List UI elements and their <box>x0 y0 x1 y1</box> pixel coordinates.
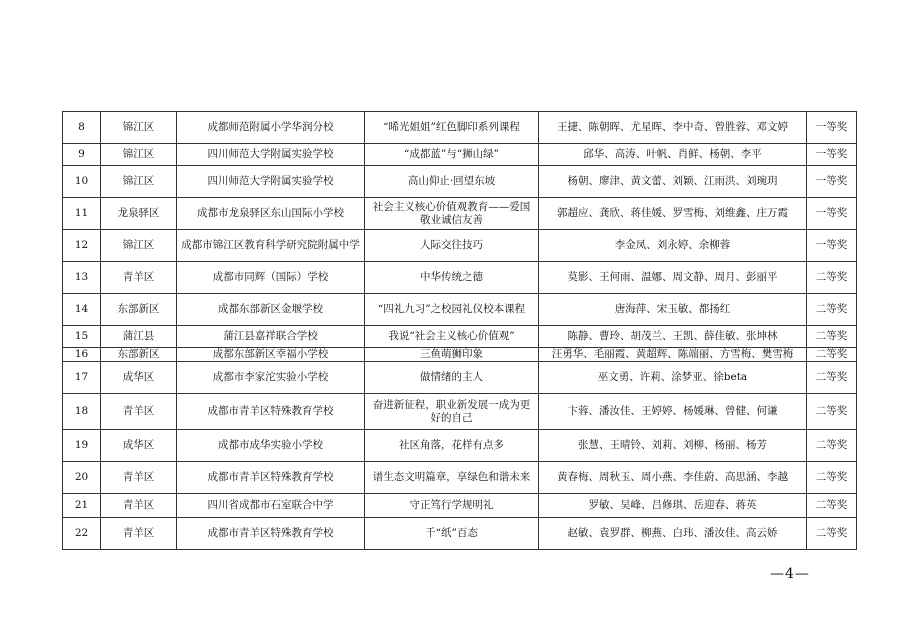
table-row <box>63 144 857 166</box>
cell-members: 杨朝、廖津、黄文蕾、刘颖、江雨洪、刘琬玥 <box>539 166 807 198</box>
cell-award: 二等奖 <box>807 326 857 348</box>
cell-school: 成都市李家沱实验小学校 <box>177 362 365 394</box>
cell-award: 一等奖 <box>807 112 857 144</box>
awards-table <box>62 111 857 550</box>
cell-school: 成都市青羊区特殊教育学校 <box>177 462 365 494</box>
cell-award: 二等奖 <box>807 294 857 326</box>
cell-no: 8 <box>63 112 101 144</box>
cell-members: 罗敏、吴峰、吕修琪、岳迎春、蒋英 <box>539 494 807 518</box>
cell-no: 19 <box>63 430 101 462</box>
cell-school: 成都市成华实验小学校 <box>177 430 365 462</box>
cell-members: 陈静、曹玲、胡茂兰、王凯、薛佳敏、张坤林 <box>539 326 807 348</box>
table-row <box>63 462 857 494</box>
cell-project: 守正笃行学规明礼 <box>365 494 539 518</box>
cell-members: 王捷、陈朝晖、尤星晖、李中奇、曾胜蓉、邓文婷 <box>539 112 807 144</box>
cell-school: 成都市同辉（国际）学校 <box>177 262 365 294</box>
cell-district: 成华区 <box>101 430 177 462</box>
cell-no: 12 <box>63 230 101 262</box>
table-row <box>63 198 857 230</box>
cell-school: 成都市青羊区特殊教育学校 <box>177 518 365 550</box>
cell-members: 张慧、王晴铃、刘莉、刘柳、杨丽、杨芳 <box>539 430 807 462</box>
cell-award: 二等奖 <box>807 518 857 550</box>
cell-school: 四川省成都市石室联合中学 <box>177 494 365 518</box>
cell-district: 东部新区 <box>101 294 177 326</box>
table-row <box>63 262 857 294</box>
cell-district: 锦江区 <box>101 166 177 198</box>
table-row <box>63 230 857 262</box>
cell-award: 二等奖 <box>807 362 857 394</box>
cell-award: 一等奖 <box>807 144 857 166</box>
cell-project: 奋进新征程，职业新发展一成为更好的自己 <box>365 394 539 430</box>
cell-school: 成都市龙泉驿区东山国际小学校 <box>177 198 365 230</box>
cell-project: “晞光姐姐”红色脚印系列课程 <box>365 112 539 144</box>
cell-school: 成都东部新区幸福小学校 <box>177 348 365 362</box>
cell-project: “四礼九习”之校园礼仪校本课程 <box>365 294 539 326</box>
cell-members: 邱华、高涛、叶帆、肖鲜、杨朝、李平 <box>539 144 807 166</box>
cell-district: 青羊区 <box>101 262 177 294</box>
cell-district: 成华区 <box>101 362 177 394</box>
cell-award: 二等奖 <box>807 430 857 462</box>
cell-school: 成都师范附属小学华润分校 <box>177 112 365 144</box>
cell-award: 二等奖 <box>807 494 857 518</box>
cell-district: 锦江区 <box>101 230 177 262</box>
cell-award: 二等奖 <box>807 262 857 294</box>
table-row <box>63 112 857 144</box>
cell-award: 二等奖 <box>807 348 857 362</box>
cell-district: 青羊区 <box>101 494 177 518</box>
table-row <box>63 326 857 348</box>
page-number: —4— <box>770 566 810 582</box>
table-row <box>63 518 857 550</box>
cell-school: 四川师范大学附属实验学校 <box>177 166 365 198</box>
table-row <box>63 294 857 326</box>
cell-district: 青羊区 <box>101 518 177 550</box>
cell-no: 14 <box>63 294 101 326</box>
cell-school: 成都市青羊区特殊教育学校 <box>177 394 365 430</box>
cell-no: 10 <box>63 166 101 198</box>
cell-project: 我说“社会主义核心价值观” <box>365 326 539 348</box>
cell-project: 谱生态文明篇章，享绿色和谐未来 <box>365 462 539 494</box>
cell-no: 17 <box>63 362 101 394</box>
cell-project: 社会主义核心价值观教育——爱国敬业诚信友善 <box>365 198 539 230</box>
cell-award: 一等奖 <box>807 166 857 198</box>
cell-no: 18 <box>63 394 101 430</box>
cell-members: 李金凤、刘永婷、余柳蓉 <box>539 230 807 262</box>
cell-project: 社区角落，花样有点多 <box>365 430 539 462</box>
table-row <box>63 362 857 394</box>
cell-project: 高山仰止·回望东坡 <box>365 166 539 198</box>
cell-members: 唐海萍、宋玉敏、都扬红 <box>539 294 807 326</box>
cell-award: 一等奖 <box>807 198 857 230</box>
cell-school: 四川师范大学附属实验学校 <box>177 144 365 166</box>
cell-no: 15 <box>63 326 101 348</box>
cell-members: 巫文勇、许莉、涂梦亚、徐beta <box>539 362 807 394</box>
cell-members: 赵敏、袁罗群、柳燕、白玮、潘汝佳、高云娇 <box>539 518 807 550</box>
cell-project: “成都蓝”与“狮山绿” <box>365 144 539 166</box>
cell-project: 中华传统之德 <box>365 262 539 294</box>
cell-district: 东部新区 <box>101 348 177 362</box>
cell-no: 20 <box>63 462 101 494</box>
cell-district: 锦江区 <box>101 112 177 144</box>
cell-members: 汪勇华、毛丽霞、黄超辉、陈端丽、方雪梅、樊雪梅 <box>539 348 807 362</box>
table-row <box>63 394 857 430</box>
cell-project: 千“纸”百态 <box>365 518 539 550</box>
cell-no: 21 <box>63 494 101 518</box>
cell-district: 青羊区 <box>101 462 177 494</box>
awards-table-body <box>63 112 857 550</box>
cell-school: 成都东部新区金堰学校 <box>177 294 365 326</box>
cell-award: 二等奖 <box>807 462 857 494</box>
cell-no: 16 <box>63 348 101 362</box>
cell-no: 22 <box>63 518 101 550</box>
cell-school: 成都市锦江区教育科学研究院附属中学 <box>177 230 365 262</box>
cell-school: 蒲江县嘉祥联合学校 <box>177 326 365 348</box>
cell-project: 做情绪的主人 <box>365 362 539 394</box>
cell-members: 莫影、王何雨、温娜、周文静、周月、彭丽平 <box>539 262 807 294</box>
cell-district: 龙泉驿区 <box>101 198 177 230</box>
cell-members: 郭超应、龚欣、蒋佳媛、罗雪梅、刘维鑫、庄万霞 <box>539 198 807 230</box>
cell-members: 卞蓉、潘汝佳、王婷婷、杨媛琳、曾健、何谦 <box>539 394 807 430</box>
cell-district: 锦江区 <box>101 144 177 166</box>
cell-project: 人际交往技巧 <box>365 230 539 262</box>
table-row <box>63 348 857 362</box>
cell-project: 三鱼萌狮印象 <box>365 348 539 362</box>
table-row <box>63 430 857 462</box>
cell-district: 蒲江县 <box>101 326 177 348</box>
cell-district: 青羊区 <box>101 394 177 430</box>
cell-members: 黄春梅、周秋玉、周小燕、李佳蔚、高思涵、李越 <box>539 462 807 494</box>
cell-no: 13 <box>63 262 101 294</box>
cell-no: 11 <box>63 198 101 230</box>
table-row <box>63 166 857 198</box>
cell-no: 9 <box>63 144 101 166</box>
cell-award: 二等奖 <box>807 394 857 430</box>
cell-award: 一等奖 <box>807 230 857 262</box>
table-row <box>63 494 857 518</box>
